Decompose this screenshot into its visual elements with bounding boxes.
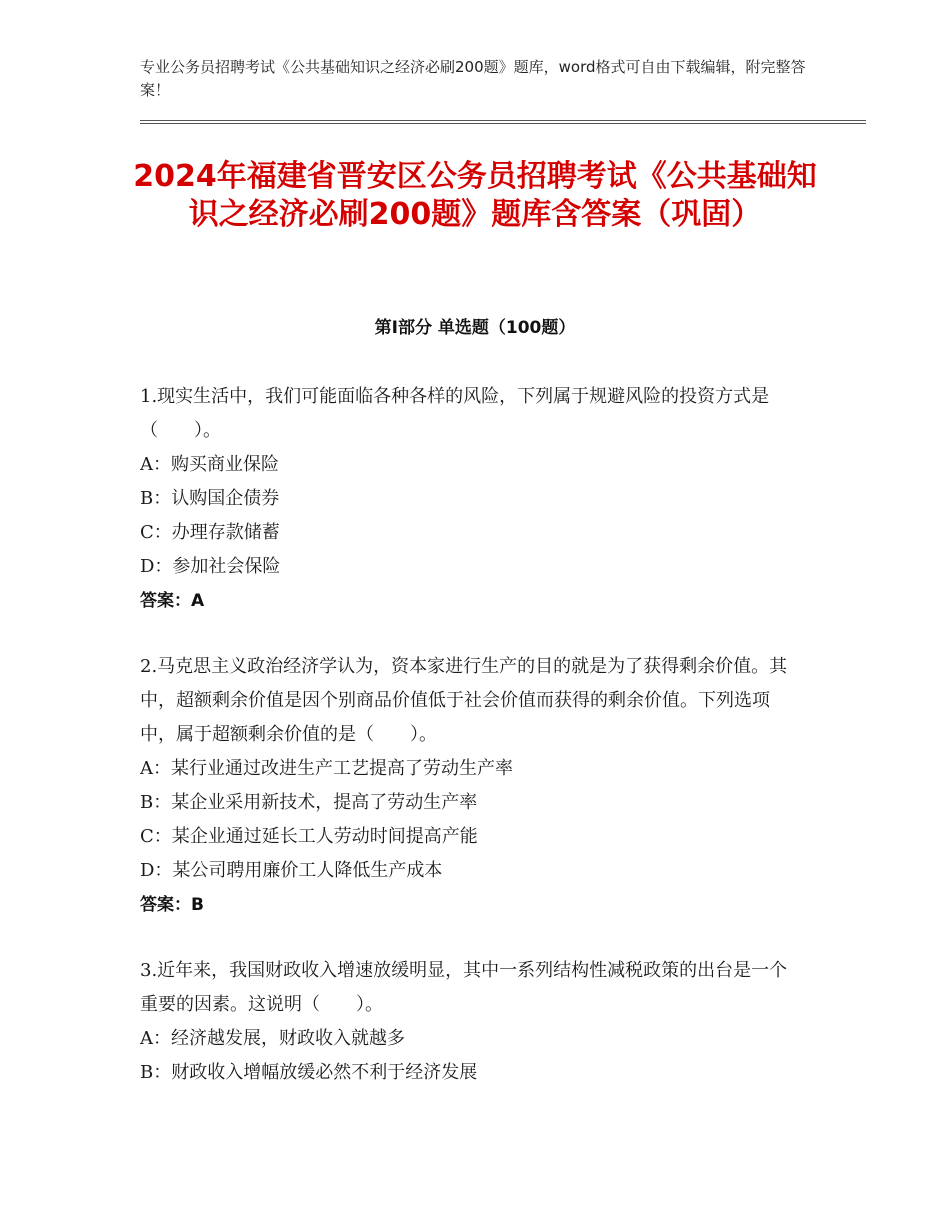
answer-line: 答案：A <box>140 591 205 611</box>
option-a: A：某行业通过改进生产工艺提高了劳动生产率 <box>140 758 513 779</box>
option-a: A：经济越发展，财政收入就越多 <box>140 1028 405 1049</box>
document-title: 2024年福建省晋安区公务员招聘考试《公共基础知识之经济必刷200题》题库含答案（巩固） <box>133 159 817 232</box>
question-1 <box>140 380 800 618</box>
question-stem: 2.马克思主义政治经济学认为，资本家进行生产的目的就是为了获得剩余价值。其中，超额剩余价值是因个别商品价值低于社会价值而获得的剩余价值。下列选项中，属于超额剩余价值的是（ ）。 <box>140 656 788 745</box>
question-2 <box>140 650 800 922</box>
option-a: A：购买商业保险 <box>140 454 279 475</box>
header-divider <box>140 120 866 124</box>
section-heading: 第I部分 单选题（100题） <box>374 318 576 338</box>
question-stem: 3.近年来，我国财政收入增速放缓明显，其中一系列结构性减税政策的出台是一个重要的因素。这说明（ ）。 <box>140 960 788 1015</box>
question-list <box>140 380 800 1122</box>
option-b: B：某企业采用新技术，提高了劳动生产率 <box>140 792 478 813</box>
question-3 <box>140 954 800 1090</box>
option-b: B：财政收入增幅放缓必然不利于经济发展 <box>140 1062 478 1083</box>
question-stem: 1.现实生活中，我们可能面临各种各样的风险，下列属于规避风险的投资方式是（ ）。 <box>140 386 770 441</box>
option-b: B：认购国企债券 <box>140 488 280 509</box>
option-d: D：某公司聘用廉价工人降低生产成本 <box>140 860 443 881</box>
option-d: D：参加社会保险 <box>140 556 281 577</box>
header-note: 专业公务员招聘考试《公共基础知识之经济必刷200题》题库，word格式可自由下载编辑，附完整答案！ <box>140 58 806 99</box>
option-c: C：某企业通过延长工人劳动时间提高产能 <box>140 826 478 847</box>
option-c: C：办理存款储蓄 <box>140 522 280 543</box>
answer-line: 答案：B <box>140 895 204 915</box>
